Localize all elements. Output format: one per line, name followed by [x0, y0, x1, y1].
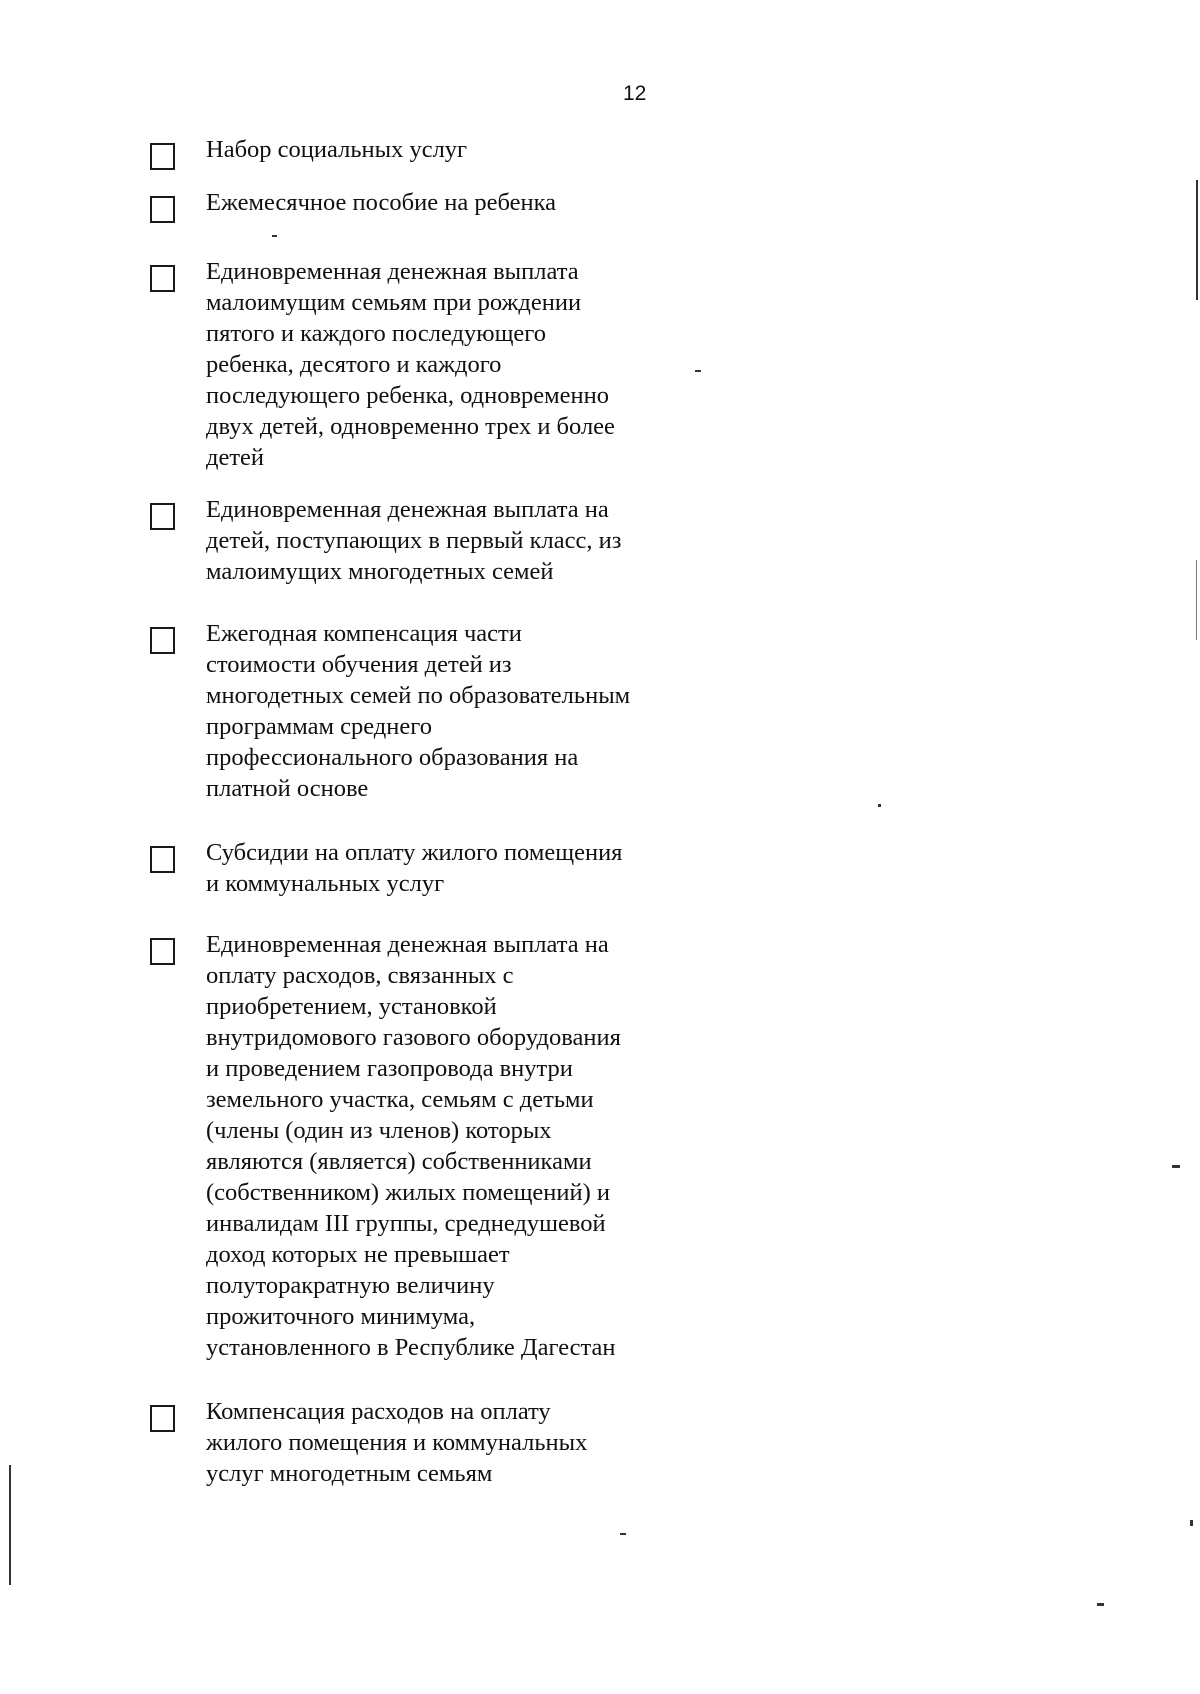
item-label: Ежегодная компенсация части стоимости обучения детей из многодетных семей по образовательным программам среднего профессионального образования на платной основе — [206, 620, 631, 802]
item-label: Ежемесячное пособие на ребенка — [206, 189, 556, 216]
scan-edge-mark — [1196, 180, 1198, 300]
scan-speck — [1097, 1603, 1104, 1606]
checkbox-housing-subsidy[interactable] — [150, 846, 175, 873]
checkbox-lump-sum-birth-payment[interactable] — [150, 265, 175, 292]
checkbox-utilities-compensation[interactable] — [150, 1405, 175, 1432]
checkbox-first-grade-payment[interactable] — [150, 503, 175, 530]
scan-edge-mark — [9, 1465, 11, 1585]
scan-speck — [272, 235, 277, 237]
checkbox-social-services[interactable] — [150, 143, 175, 170]
scan-speck — [878, 804, 881, 807]
item-label: Субсидии на оплату жилого помещения и коммунальных услуг — [206, 839, 623, 897]
scan-speck — [1172, 1165, 1180, 1168]
scan-speck — [1190, 1520, 1193, 1526]
scan-edge-mark — [1196, 560, 1197, 640]
item-label: Компенсация расходов на оплату жилого помещения и коммунальных услуг многодетным семьям — [206, 1398, 588, 1487]
checkbox-gas-equipment-payment[interactable] — [150, 938, 175, 965]
item-label: Набор социальных услуг — [206, 136, 468, 163]
item-label: Единовременная денежная выплата на детей, поступающих в первый класс, из малоимущих многодетных семей — [206, 496, 622, 585]
item-label: Единовременная денежная выплата на оплату расходов, связанных с приобретением, установкой внутридомового газового оборудования и проведением газопровода внутри земельного участка, семьям с детьми (члены (один из членов) которых являются (является) собственниками (собственником) жилых помещений) и инвалидам III группы, среднедушевой доход которых не превышает полуторакратную величину прожиточного минимума, установленного в Республике Дагестан — [206, 931, 621, 1361]
scan-speck — [620, 1533, 626, 1535]
scan-speck — [695, 370, 701, 372]
checkbox-monthly-child-allowance[interactable] — [150, 196, 175, 223]
page-number: 12 — [623, 82, 647, 105]
checkbox-tuition-compensation[interactable] — [150, 627, 175, 654]
item-label: Единовременная денежная выплата малоимущим семьям при рождении пятого и каждого последующего ребенка, десятого и каждого последующего ребенка, одновременно двух детей, одновременно трех и более детей — [206, 258, 615, 471]
